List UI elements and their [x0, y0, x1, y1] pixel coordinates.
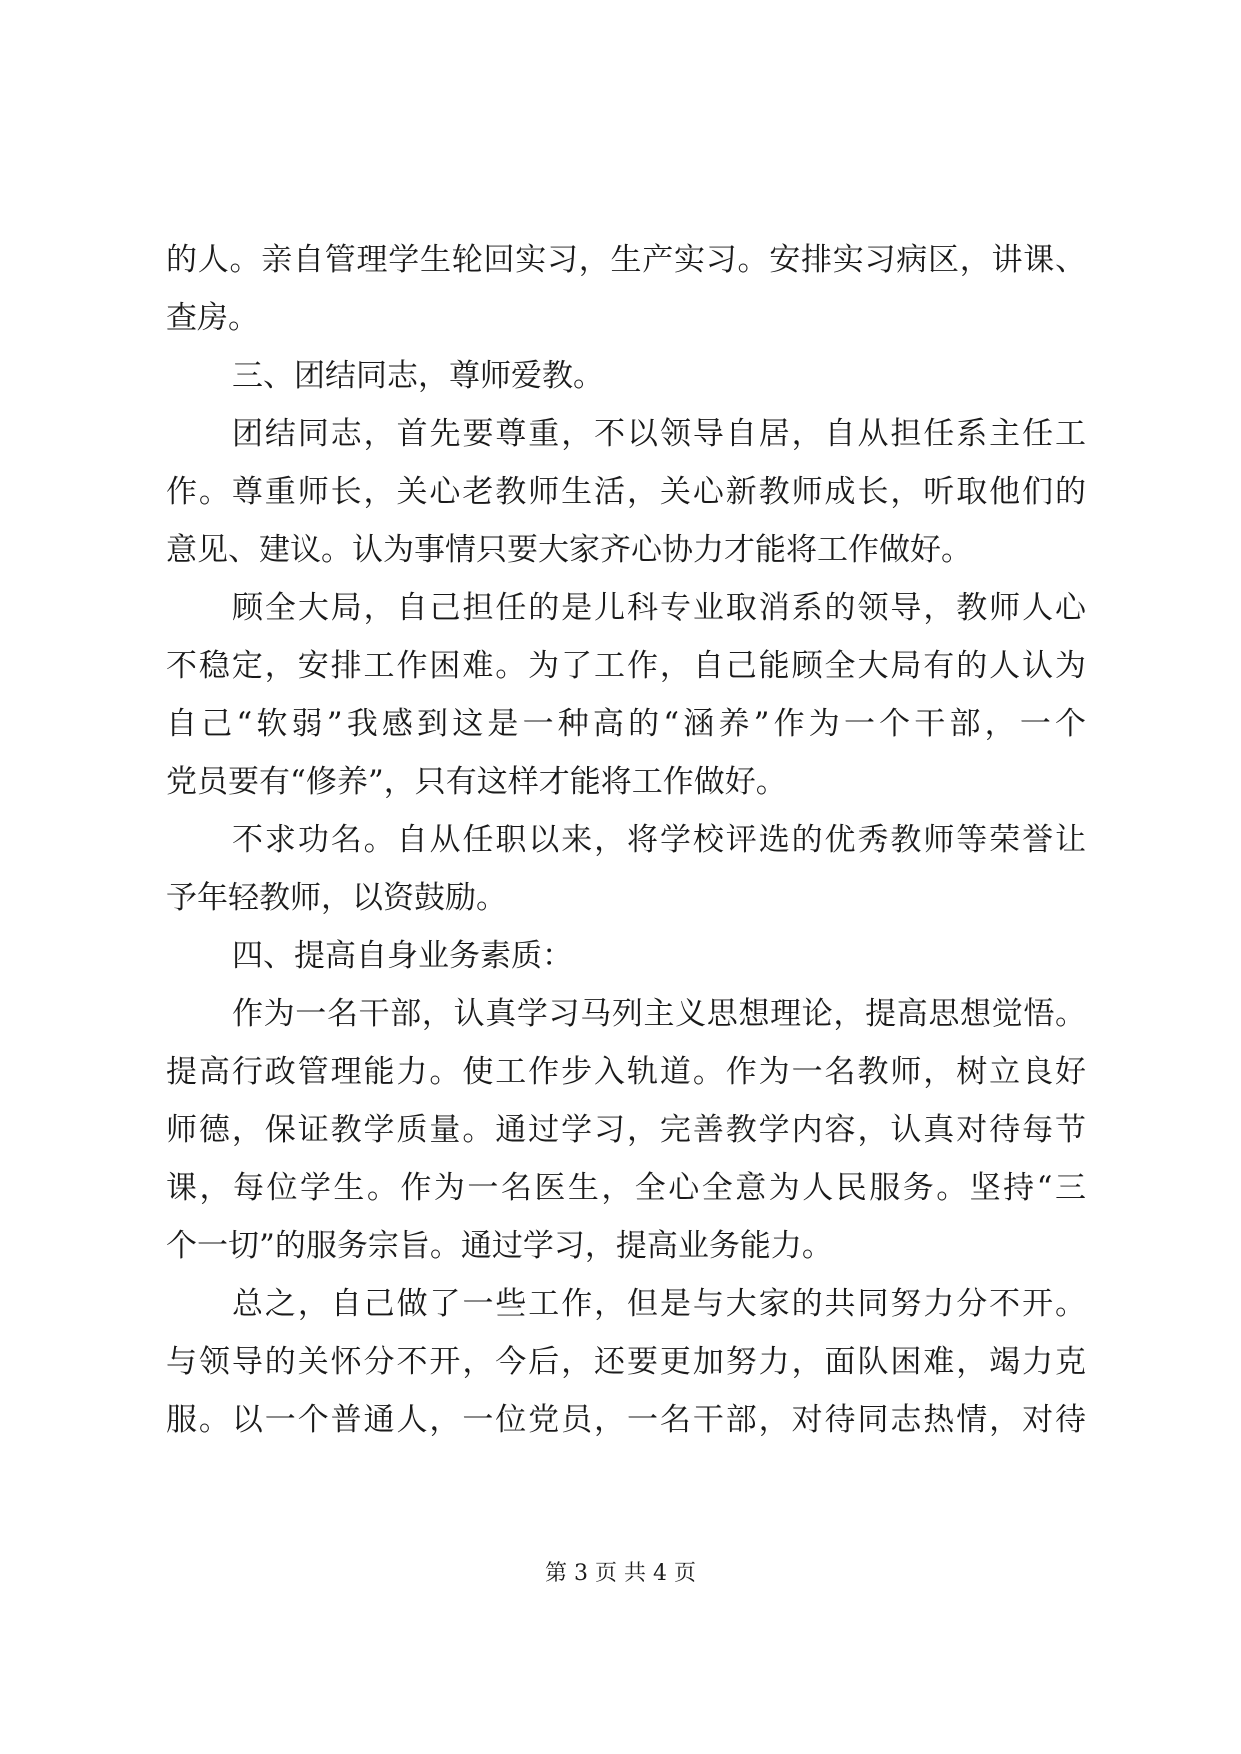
text-line: 予年轻教师，以资鼓励。	[166, 880, 507, 916]
text-line: 不求功名。自从任职以来，将学校评选的优秀教师等荣誉让	[232, 822, 1086, 858]
text-line: 提高行政管理能力。使工作步入轨道。作为一名教师，树立良好	[166, 1054, 1086, 1090]
text-line: 的人。亲自管理学生轮回实习，生产实习。安排实习病区，讲课、	[166, 242, 1086, 278]
text-line: 团结同志，首先要尊重，不以领导自居，自从担任系主任工	[232, 416, 1086, 452]
text-line: 不稳定，安排工作困难。为了工作，自己能顾全大局有的人认为	[166, 648, 1086, 684]
text-line: 自己“软弱”我感到这是一种高的“涵养”作为一个干部，一个	[166, 706, 1086, 742]
section-heading: 三、团结同志，尊师爱教。	[232, 358, 604, 394]
section-heading: 四、提高自身业务素质：	[232, 938, 573, 974]
page-footer: 第 3 页 共 4 页	[545, 1561, 696, 1586]
text-line: 总之，自己做了一些工作，但是与大家的共同努力分不开。	[232, 1286, 1086, 1322]
text-line: 顾全大局，自己担任的是儿科专业取消系的领导，教师人心	[232, 590, 1086, 626]
text-line: 党员要有“修养”，只有这样才能将工作做好。	[166, 764, 787, 800]
text-line: 意见、建议。认为事情只要大家齐心协力才能将工作做好。	[166, 532, 972, 568]
text-line: 与领导的关怀分不开，今后，还要更加努力，面队困难，竭力克	[166, 1344, 1086, 1380]
text-line: 作。尊重师长，关心老教师生活，关心新教师成长，听取他们的	[166, 474, 1086, 510]
text-line: 查房。	[166, 300, 259, 336]
text-line: 课，每位学生。作为一名医生，全心全意为人民服务。坚持“三	[166, 1170, 1086, 1206]
text-line: 个一切”的服务宗旨。通过学习，提高业务能力。	[166, 1228, 833, 1264]
text-line: 师德，保证教学质量。通过学习，完善教学内容，认真对待每节	[166, 1112, 1086, 1148]
text-line: 服。以一个普通人，一位党员，一名干部，对待同志热情，对待	[166, 1402, 1086, 1438]
text-line: 作为一名干部，认真学习马列主义思想理论，提高思想觉悟。	[232, 996, 1086, 1032]
